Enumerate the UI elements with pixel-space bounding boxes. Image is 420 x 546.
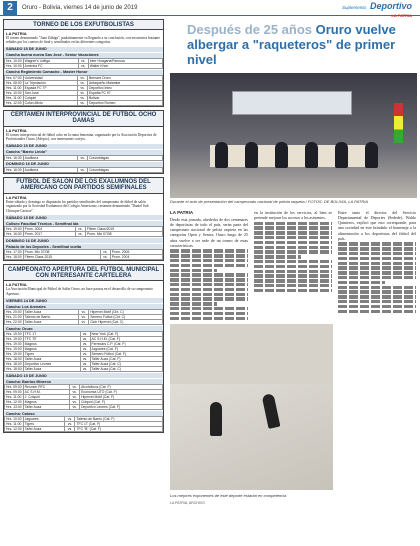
fixture-cell: Semero Fútbol (Cht. C): [89, 315, 163, 320]
main-article: [170, 19, 417, 543]
fixture-cell: TFC 1T (Cat. F): [75, 422, 163, 427]
fixture-cell: Semero Fútbol (Cat. F): [90, 352, 162, 357]
fixture-cell: Antaqueño Malambe: [88, 80, 163, 85]
fixture-table: [4, 167, 163, 173]
fixture-cell: Hrs. 11:00: [6, 95, 22, 100]
photo-person: [305, 142, 318, 168]
article-col3-text: Entre tanto el director del Servicio Departamental de Deportes (Sedede), Waldo Quinteros, explicó que esto corresponde, para una sociedad en este brindado el homenaje a la alimentación a los deportistas del fútbol del país.: [338, 209, 416, 241]
fixture-group-heading: Cancha: Barrios Mineros: [4, 379, 163, 384]
photo-person: [275, 142, 288, 168]
fixture-panel: [3, 110, 164, 174]
court-wall: [170, 324, 333, 384]
fixture-cell: TFC "B": [23, 337, 80, 342]
fixture-cell: vs.: [78, 90, 88, 95]
fixture-cell: vs.: [65, 417, 75, 422]
fixture-cell: vs.: [100, 250, 110, 255]
fixture-cell: Club Hipervel (Cat. C): [89, 320, 163, 325]
fixture-group-heading: SÁBADO 15 DE JUNIO: [4, 144, 163, 149]
dateline: Oruro - Bolivia, viernes 14 de junio de 2019: [22, 4, 138, 11]
fixture-cell: Hrs. 19:00: [6, 342, 22, 347]
fixture-cell: Talento de Barrio: [23, 315, 79, 320]
page-header: [0, 0, 420, 16]
fixture-panel: [3, 19, 164, 107]
fixture-group-heading: Cancha: Oruro: [4, 326, 163, 331]
fixture-table: [4, 416, 163, 432]
fixture-row: [5, 100, 163, 105]
fixture-cell: Deportivo Intec: [88, 85, 163, 90]
fixture-cell: Jaguares (Cat. F): [90, 347, 162, 352]
fixture-row: [5, 367, 163, 372]
panel-intro: Entre sábado y domingo se disputarán los partidos semifinales del campeonato de fútbol de salón organizado por la Sociedad Exalumnos del Colegio Americano, certamen denominado "Daniel Sub Chiruque Carasse".: [6, 199, 149, 213]
fixture-row: [5, 167, 163, 172]
fixture-cell: Prom. Mix 07/08: [23, 250, 100, 255]
fixture-cell: Hrs. 22:00: [6, 320, 22, 325]
fixture-cell: Prom. 2004: [23, 227, 75, 232]
logo-main: Deportivo: [369, 1, 412, 11]
fixture-cell: vs.: [80, 362, 90, 367]
article-lead: Desde esta jornada, alrededor de dos centenares de deportistas de todo el país, serán parte del campeonato nacional de pelota raqueta en las categorías Open y Senior, Oruro luego de 25 años vuelve a ser sede de un torneo de estas características.: [170, 216, 248, 248]
fixture-cell: Colquiri: [23, 95, 77, 100]
fixture-cell: Hrs. 16:00: [6, 232, 22, 237]
fixture-group-heading: Palacio de los Deportes - Semifinal vuelta: [4, 244, 163, 249]
fixture-group-heading: Cancha buena nueva San José - Senior Vacaciones: [4, 53, 163, 58]
fixture-cell: vs.: [80, 342, 90, 347]
fixture-cell: Walter Khon: [88, 63, 162, 68]
fixture-cell: La Tripulación: [23, 80, 77, 85]
fixture-cell: Magnus: [23, 400, 69, 405]
fixture-row: [5, 320, 163, 325]
fixture-table: [4, 309, 163, 325]
supplement-logo: [342, 0, 412, 18]
photo-credit: FOTOS: DE BOLIVIA, LA PATRIA: [307, 198, 368, 204]
fixture-row: [5, 405, 163, 410]
fixture-cell: Deportivo Leones: [23, 362, 80, 367]
fixture-group-heading: Cancha: Caloso: [4, 411, 163, 416]
fixture-cell: Hrs. 20:00: [6, 310, 22, 315]
fixture-cell: Bolivar: [88, 95, 163, 100]
fixture-cell: vs.: [80, 352, 90, 357]
fixture-cell: Hipervel Motif (Cat. F): [80, 395, 163, 400]
headline-blue: Oruro vuelve albergar a "raqueteros" de primer nivel: [187, 22, 396, 67]
panel-title: FÚTBOL DE SALÓN DE LOS EXALUMNOS DEL AMERICANO CON PARTIDOS SEMIFINALES: [4, 178, 163, 194]
fixture-cell: vs.: [65, 422, 75, 427]
fixture-cell: Hrs. 08:00: [6, 80, 22, 85]
fixture-cell: Hrs. 12:00: [6, 100, 22, 105]
fixture-cell: Alcohólicos (Cat. F): [80, 385, 163, 390]
fixture-cell: Auditoría: [23, 167, 77, 172]
fixture-cell: Hrs. 10:00: [6, 63, 22, 68]
fixture-cell: Magnus: [23, 342, 80, 347]
fixture-cell: AC S.H.M. (Cat. F): [90, 337, 162, 342]
photo2-caption: Los mejores exponentes de este deporte estarán en competencia: [170, 493, 287, 498]
fixture-group-heading: Cancha: Los Arenales: [4, 304, 163, 309]
fixture-cell: Hrs. 13:00: [6, 405, 22, 410]
fixture-table: [4, 384, 163, 410]
fixture-cell: vs.: [70, 400, 80, 405]
photo-person: [365, 142, 378, 168]
fixture-cell: Hrs. 12:00: [6, 427, 22, 432]
fixture-cell: vs.: [78, 75, 88, 80]
fixture-cell: Taller Auza: [23, 310, 79, 315]
fixture-group-heading: DOMINGO 16 DE JUNIO: [4, 162, 163, 167]
fixture-cell: AC S.H.M.: [23, 390, 69, 395]
fixture-cell: vs.: [65, 427, 75, 432]
fixture-cell: J. Colquiri: [23, 395, 69, 400]
article-kicker: LA PATRIA: [170, 209, 194, 215]
fixture-cell: Colon-Mixto: [23, 100, 77, 105]
panel-intro: El torneo interprovincial de fútbol ocho en la rama femenina, organizado por la Asociación Deportiva de Profesionales Oruro (Adepro), con interesantes cotejos.: [6, 132, 157, 142]
fixture-cell: Colombiagas: [88, 155, 163, 160]
photo-person: [215, 142, 228, 168]
fixture-cell: Magnus: [23, 347, 80, 352]
fixture-cell: Auditoría: [23, 155, 77, 160]
fixture-cell: Colquiri (Cat. F): [80, 400, 163, 405]
fixture-cell: New York (Cat. F): [90, 332, 162, 337]
fixture-cell: Taller Auza (Cat. C): [90, 362, 162, 367]
fixture-cell: Prom. 2017: [23, 232, 75, 237]
fixture-cell: Hipervel Motif (Cht. C): [89, 310, 163, 315]
fixture-cell: Hrs. 07:00: [6, 75, 22, 80]
fixture-cell: vs.: [80, 357, 90, 362]
fixture-cell: Prom. 2006: [110, 250, 162, 255]
racquetball-photo: [170, 324, 333, 490]
fixture-cell: vs.: [78, 167, 88, 172]
fixture-group-heading: SÁBADO 15 DE JUNIO: [4, 373, 163, 378]
fixture-cell: TFC 1T: [23, 332, 80, 337]
fixture-row: [5, 63, 163, 68]
fixture-cell: América FC: [23, 63, 78, 68]
fixtures-column: [3, 19, 164, 543]
fixture-cell: Hrs. 10:00: [6, 58, 22, 63]
fixture-cell: Fifeen Class/2015: [85, 227, 162, 232]
fixture-panel: [3, 264, 164, 433]
fixture-group-heading: DOMINGO 16 DE JUNIO: [4, 238, 163, 243]
fixture-cell: Fifeen Class 2015: [23, 255, 100, 260]
fixture-cell: vs.: [80, 367, 90, 372]
fixture-cell: vs.: [78, 155, 88, 160]
presentation-photo: [170, 73, 417, 198]
panel-intro: El torneo denominado "Juan Zúñiga", paulatinamente va llegando a su conclusión, con encuentros bastante reñidos por los cuartos de final y semifinales en las diferentes categorías.: [6, 36, 160, 45]
fixture-cell: Hrs. 09:00: [6, 385, 22, 390]
player-figure: [210, 402, 222, 436]
fixture-table: [4, 249, 163, 260]
fixture-cell: vs.: [100, 255, 110, 260]
fixture-cell: vs.: [79, 320, 89, 325]
fixture-cell: Tigres: [23, 352, 80, 357]
fixture-cell: España FC 97: [88, 90, 163, 95]
panel-label: LA PATRIA: [6, 194, 27, 200]
fixture-cell: vs.: [78, 63, 88, 68]
panel-title: CERTAMEN INTERPROVINCIAL DE FÚTBOL OCHO DAMAS: [4, 111, 163, 127]
fixture-cell: Universidad: [23, 75, 77, 80]
fixture-cell: Deportivo Romeo: [88, 100, 163, 105]
logo-sub: LA PATRIA: [391, 13, 412, 18]
fixture-group-heading: SÁBADO 15 DE JUNIO: [4, 215, 163, 220]
fixture-cell: Hrs. 19:00: [6, 332, 22, 337]
fixture-cell: Hrs. 19:00: [6, 352, 22, 357]
fixture-cell: Tigres: [23, 422, 65, 427]
panel-label: LA PATRIA: [6, 127, 27, 133]
fixture-table: [4, 331, 163, 372]
fixture-cell: Hrs. 16:30: [6, 167, 22, 172]
fixture-cell: vs.: [75, 227, 85, 232]
fixture-cell: Espada FC 7F: [23, 85, 77, 90]
fixture-cell: vs.: [70, 395, 80, 400]
fixture-cell: vs.: [78, 95, 88, 100]
fixture-cell: Reunión RFC: [23, 385, 69, 390]
fixture-cell: Taller Auza: [23, 367, 80, 372]
fixture-cell: Hrs. 19:00: [6, 227, 22, 232]
fixture-cell: vs.: [78, 100, 88, 105]
fixture-cell: Hrs. 19:00: [6, 347, 22, 352]
headline: [187, 23, 417, 68]
fixture-group-heading: Cancha Regimiento Camacho - Master Honor: [4, 70, 163, 75]
fixture-cell: vs.: [80, 332, 90, 337]
fixture-table: [4, 75, 163, 106]
fixture-cell: Hrs. 12:00: [6, 400, 22, 405]
page-number: 2: [3, 1, 17, 15]
fixture-cell: San Jose: [23, 90, 77, 95]
fixture-cell: vs.: [79, 310, 89, 315]
fixture-group-heading: Coliseo Facultad Técnica - Semifinal ida: [4, 221, 163, 226]
headline-gray: Después de 25 años: [187, 22, 312, 37]
panel-label: LA PATRIA: [6, 282, 27, 288]
bolivia-flag: [394, 103, 403, 143]
fixture-table: [4, 58, 163, 69]
logo-super: Suplemento: [341, 5, 366, 10]
fixture-row: [5, 255, 163, 260]
fixture-cell: Hrs. 21:00: [6, 315, 22, 320]
fixture-cell: Hrs. 17:00: [6, 250, 22, 255]
fixture-cell: Colombiagas: [88, 167, 163, 172]
fixture-cell: Hrs. 19:00: [6, 337, 22, 342]
fixture-cell: Bernard Oruro: [88, 75, 163, 80]
fixture-cell: Hrs. 10:00: [6, 417, 22, 422]
photo-person: [245, 142, 258, 168]
fixture-cell: Hrs. 11:00: [6, 422, 22, 427]
fixture-cell: Prom. Mix 07/08: [85, 232, 162, 237]
fixture-cell: Hrs. 18:00: [6, 362, 22, 367]
fixture-cell: Hrs. 11:00: [6, 85, 22, 90]
fixture-cell: Hrs. 18:00: [6, 255, 22, 260]
fixture-cell: Hrs. 11:00: [6, 395, 22, 400]
fixture-row: [5, 155, 163, 160]
player-figure: [262, 393, 281, 429]
photo-banner: [232, 91, 352, 115]
article-col2-text: en la institución de los servicios, al bien se pretende mejorar los accesos a los asistentes.: [254, 209, 332, 220]
panel-label: LA PATRIA: [6, 31, 27, 36]
fixture-cell: vs.: [75, 232, 85, 237]
fixture-cell: Taller Auza: [23, 357, 80, 362]
fixture-cell: vs.: [80, 337, 90, 342]
panel-title: CAMPEONATO APERTURA DEL FÚTBOL MUNICIPAL CON INTERESANTE CARTELERA: [4, 265, 163, 281]
article-col-3: [338, 210, 416, 543]
photo2-credit: LA PATRIA, ARCHIVO: [170, 501, 205, 505]
fixture-cell: Hrs. 16:30: [6, 155, 22, 160]
fixture-row: [5, 427, 163, 432]
fixture-cell: Inter Hungaria/Parnusa: [88, 58, 162, 63]
fixture-cell: Taller Auza: [23, 405, 69, 410]
fixture-cell: Hrs. 10:00: [6, 90, 22, 95]
fixture-cell: Hrs. 09:00: [6, 390, 22, 395]
fixture-cell: vs.: [70, 405, 80, 410]
photo-caption-text: Durante el acto de presentación del campeonato nacional de pelota raqueta: [170, 198, 305, 204]
photo-person: [335, 142, 348, 168]
fixture-cell: Taller Auza (Cat. C): [90, 367, 162, 372]
fixture-table: [4, 155, 163, 161]
panel-title: TORNEO DE LOS EXFUTBOLISTAS: [4, 20, 163, 30]
fixture-cell: Economía UTO (Cat. F): [80, 390, 163, 395]
fixture-group-heading: VIERNES 14 DE JUNIO: [4, 298, 163, 303]
fixture-row: [5, 232, 163, 237]
fixture-cell: TFC "B" (Cat. F): [75, 427, 163, 432]
fixture-cell: Talento de Barrio (Cat. F): [75, 417, 163, 422]
fixture-table: [4, 226, 163, 237]
panel-intro: La Asociación Municipal de Fútbol de Salón Oruro, no hace pausas en el desarrollo de su campeonato Apertura.: [6, 287, 153, 296]
fixture-cell: Hrs. 18:00: [6, 367, 22, 372]
fixture-cell: vs.: [78, 80, 88, 85]
photo-caption: Durante el acto de presentación del campeonato nacional de pelota raqueta / FOTOS: DE BOLIVIA, LA PATRIA: [170, 198, 368, 204]
fixture-cell: Taller Auza: [23, 320, 79, 325]
fixture-panel: [3, 177, 164, 261]
fixture-cell: Prom. 2004: [110, 255, 162, 260]
fixture-cell: Deportivo Leones (Cat. F): [80, 405, 163, 410]
fixture-group-heading: SÁBADO 15 DE JUNIO: [4, 47, 163, 52]
fixture-cell: Taller Auza (Cat. F): [90, 357, 162, 362]
fixture-cell: vs.: [78, 85, 88, 90]
fixture-cell: vs.: [80, 347, 90, 352]
photo-table: [210, 145, 375, 167]
fixture-cell: vs.: [78, 58, 88, 63]
fixture-cell: Hrs. 18:00: [6, 357, 22, 362]
fixture-group-heading: Cancha "Barrio Lindo": [4, 150, 163, 155]
fixture-cell: Jaguares: [23, 417, 65, 422]
fixture-cell: Ferrecars C.P. (Cat. F): [90, 342, 162, 347]
fixture-cell: Taller Auza: [23, 427, 65, 432]
fixture-cell: Wagner's Voltiga: [23, 58, 78, 63]
fixture-cell: vs.: [79, 315, 89, 320]
fixture-cell: vs.: [70, 385, 80, 390]
fixture-cell: vs.: [70, 390, 80, 395]
